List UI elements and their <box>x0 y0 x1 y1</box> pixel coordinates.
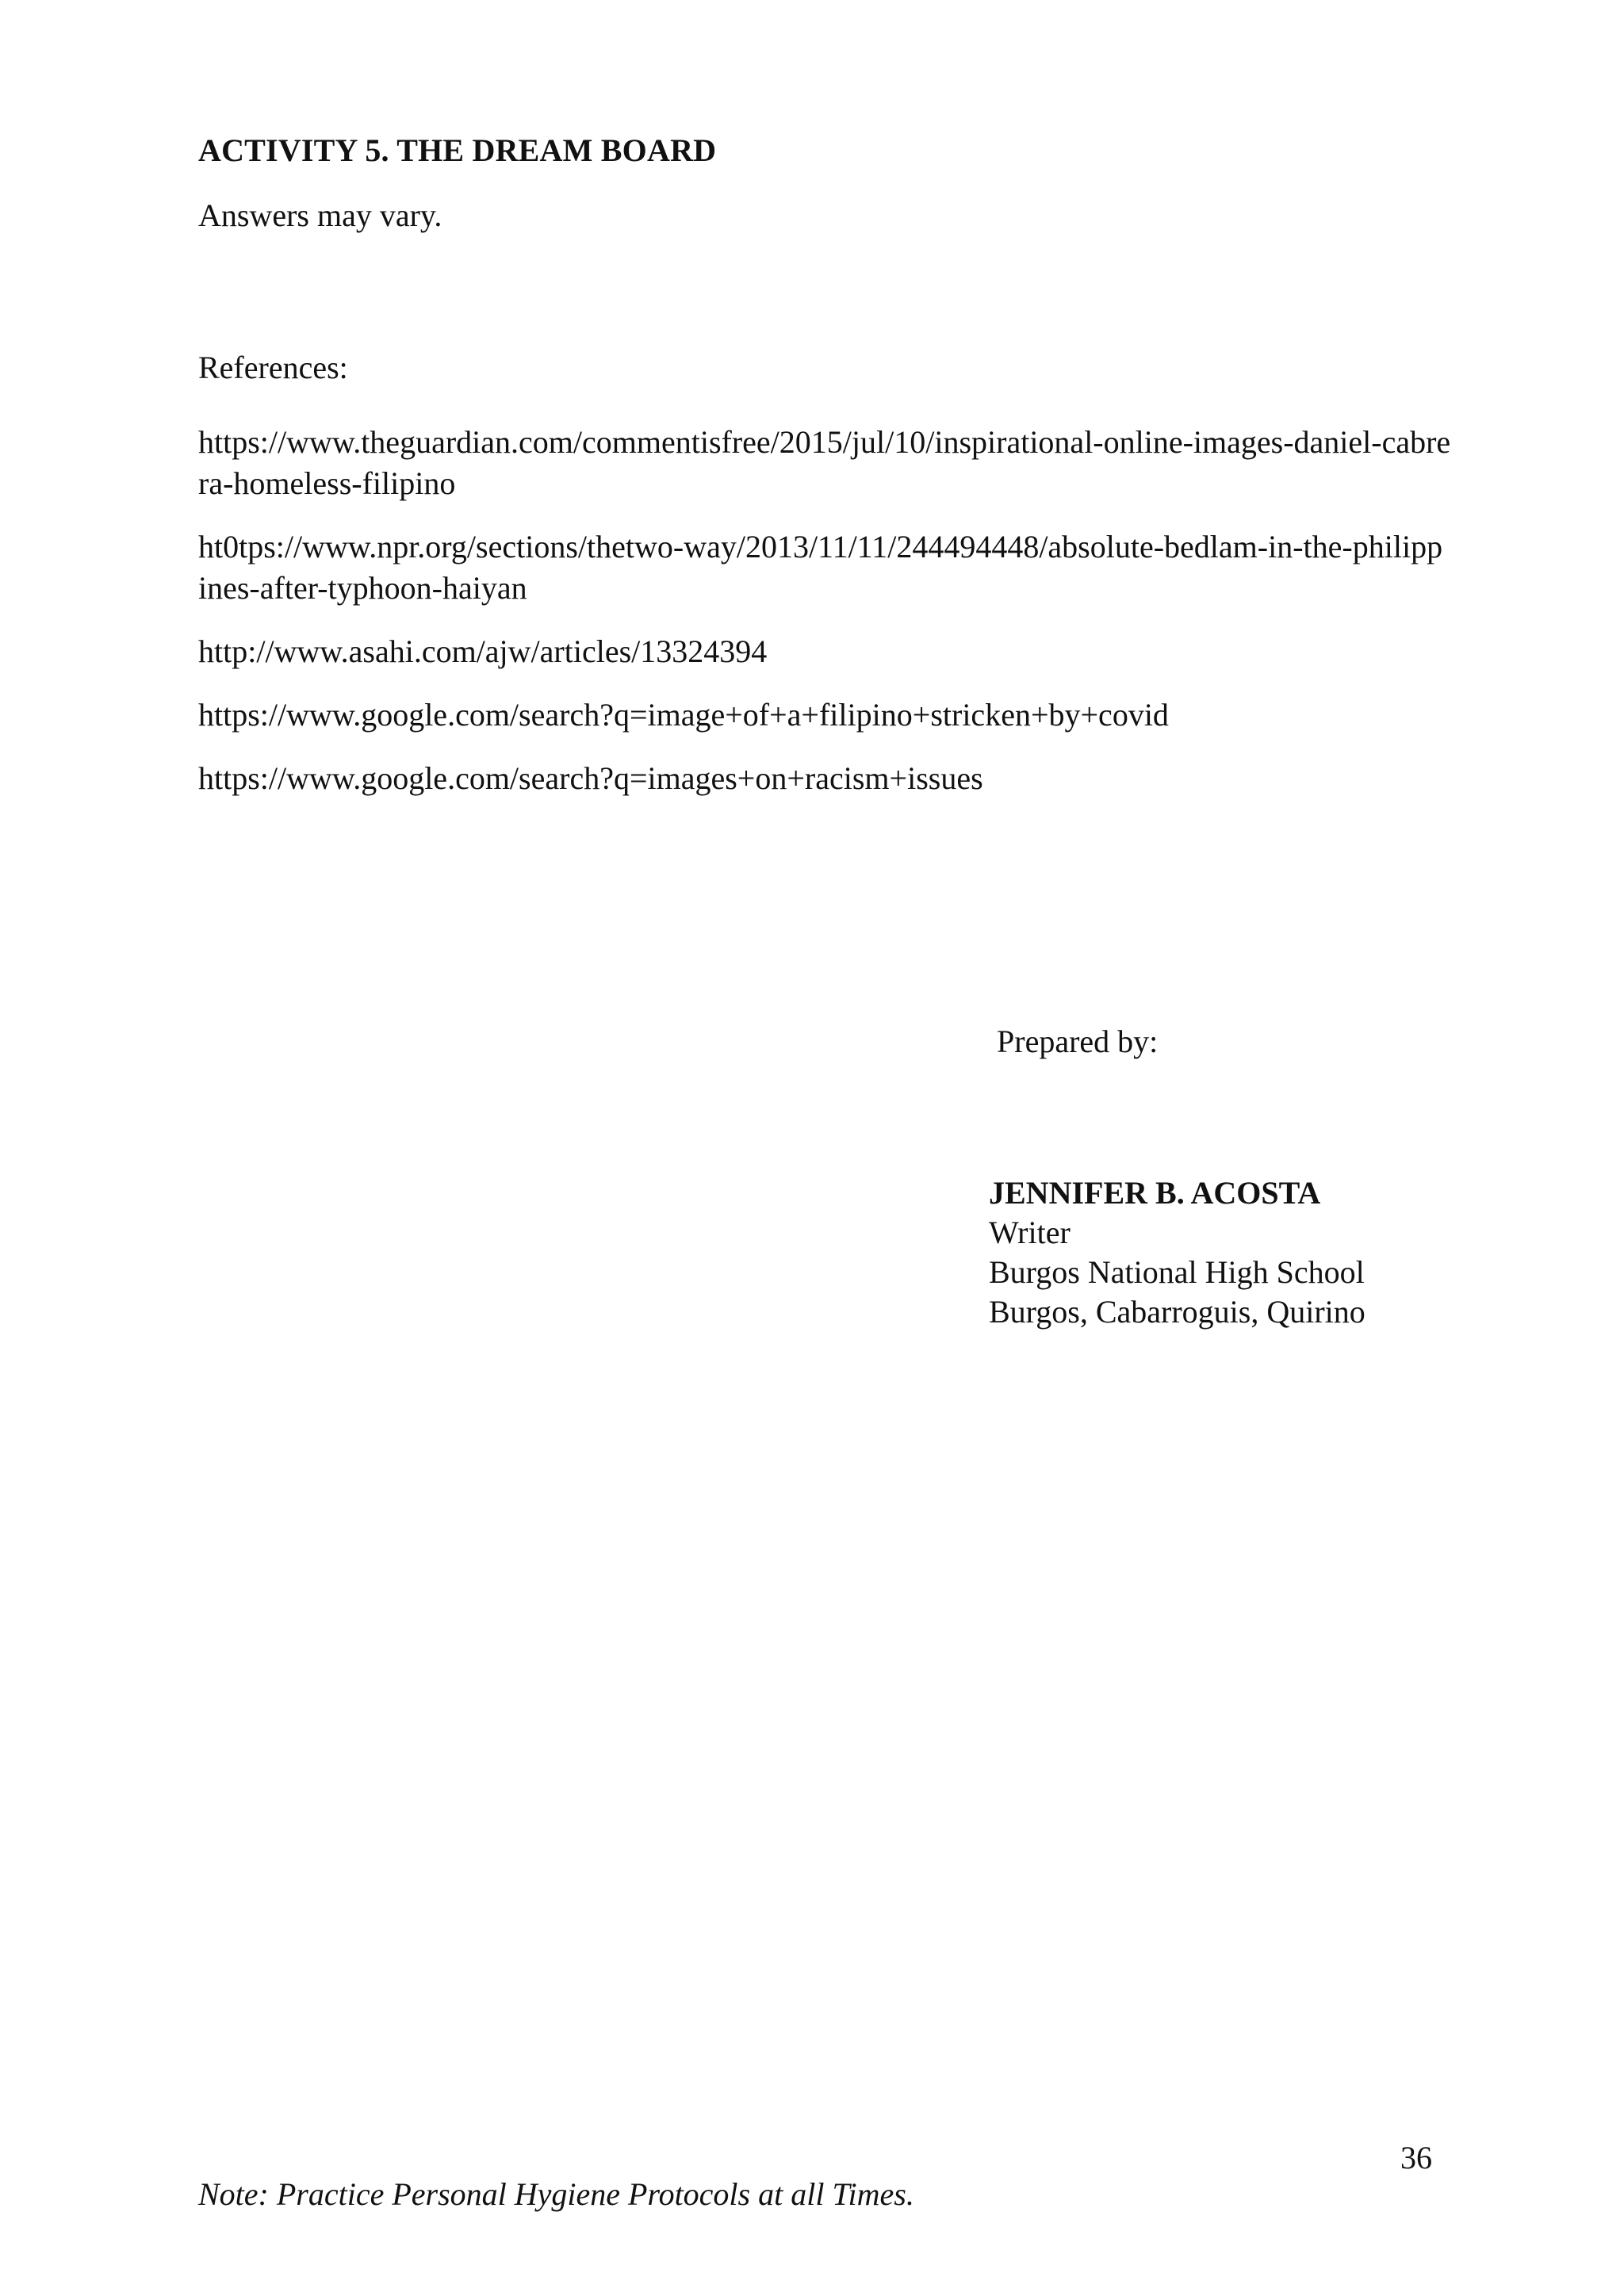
footer-note: Note: Practice Personal Hygiene Protocols at all Times. <box>198 2176 914 2212</box>
prepared-by-label: Prepared by: <box>997 1024 1159 1059</box>
signatory-address: Burgos, Cabarroguis, Quirino <box>989 1294 1365 1330</box>
references-list <box>198 422 1451 821</box>
signatory-name: JENNIFER B. ACOSTA <box>989 1175 1321 1211</box>
reference-item: ht0tps://www.npr.org/sections/thetwo-way/2013/11/11/244494448/absolute-bedlam-in-the-philippines-after-typhoon-haiyan <box>198 529 1443 606</box>
references-label: References: <box>198 350 348 385</box>
page-number: 36 <box>1400 2140 1432 2175</box>
reference-item: https://www.theguardian.com/commentisfree/2015/jul/10/inspirational-online-images-daniel-cabrera-homeless-filipino <box>198 424 1451 501</box>
activity-heading: ACTIVITY 5. THE DREAM BOARD <box>198 132 717 168</box>
signatory-block <box>989 1173 1365 1332</box>
reference-item: http://www.asahi.com/ajw/articles/13324394 <box>198 633 768 669</box>
reference-item: https://www.google.com/search?q=image+of+a+filipino+stricken+by+covid <box>198 697 1169 733</box>
signatory-school: Burgos National High School <box>989 1254 1365 1290</box>
answers-note: Answers may vary. <box>198 197 442 233</box>
signatory-role: Writer <box>989 1215 1071 1250</box>
reference-item: https://www.google.com/search?q=images+on+racism+issues <box>198 760 983 796</box>
